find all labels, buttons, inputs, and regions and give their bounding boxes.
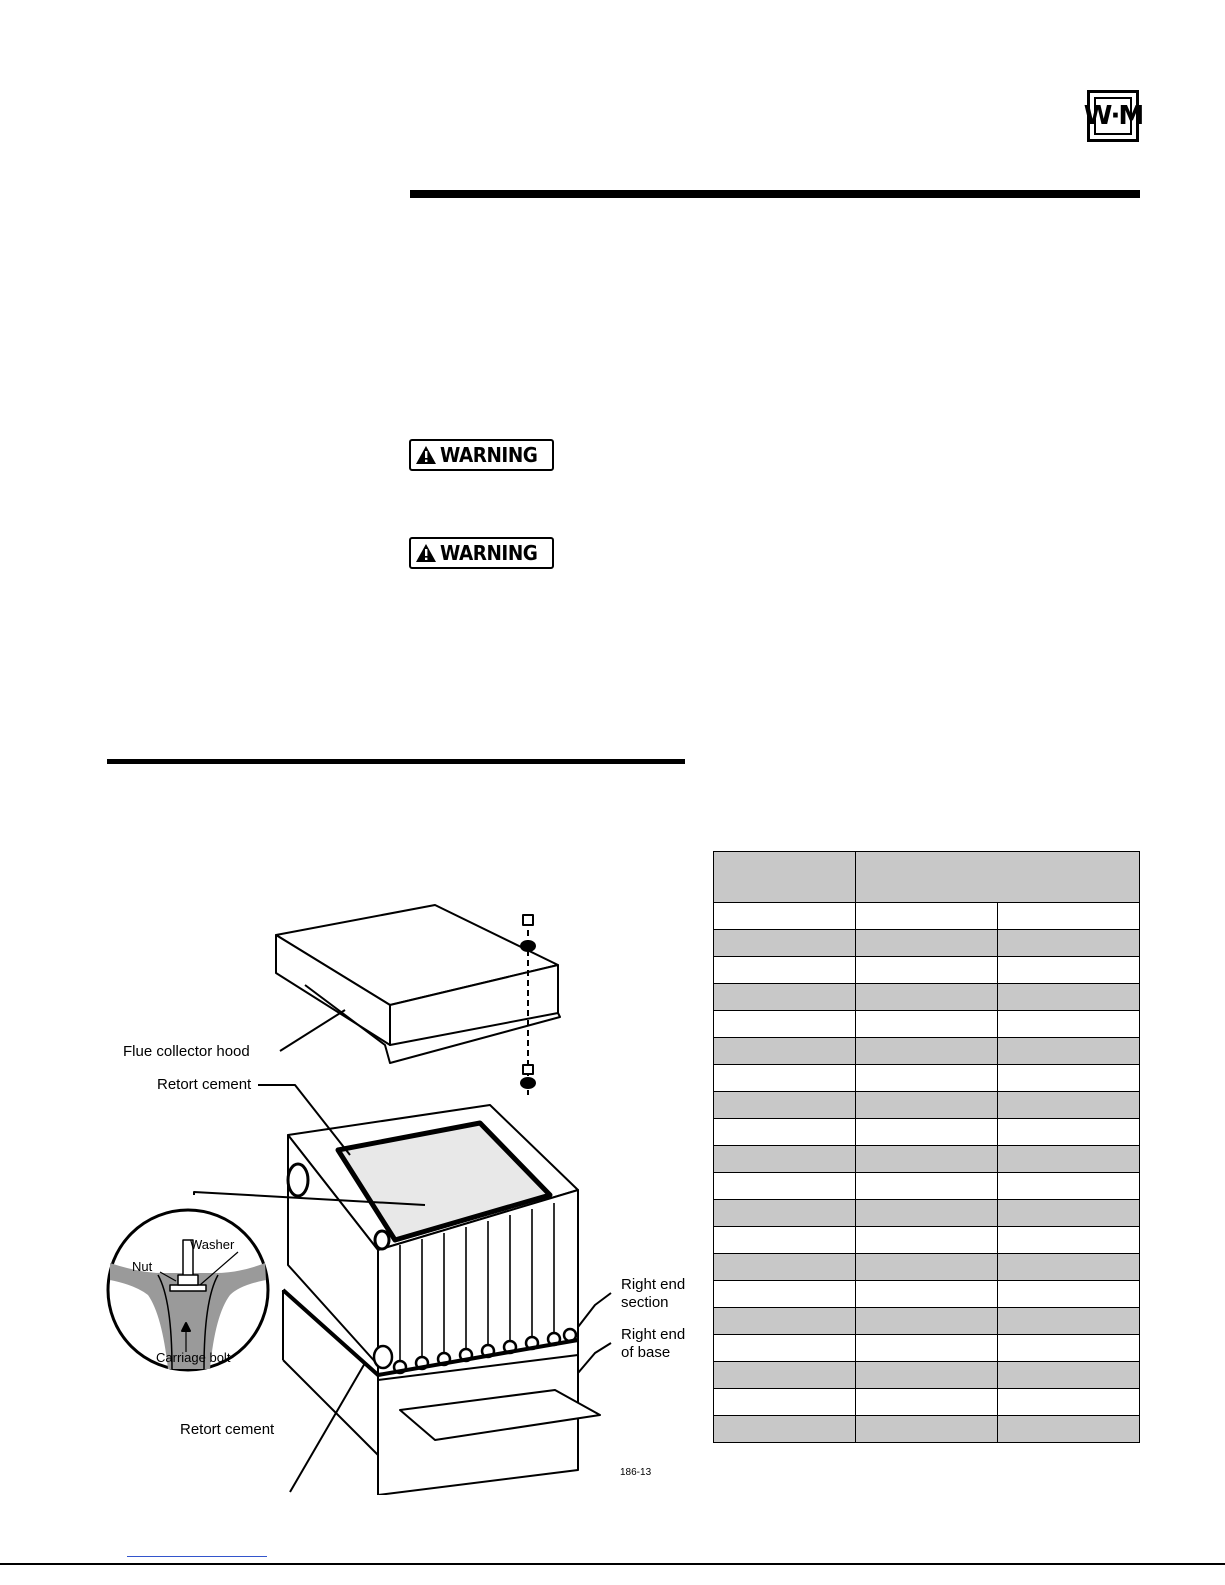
spec-table <box>713 851 1140 1443</box>
table-cell <box>856 903 998 930</box>
warning-label: WARNING <box>440 443 538 467</box>
table-cell <box>856 1362 998 1389</box>
table-cell <box>998 1119 1140 1146</box>
table-cell <box>714 1011 856 1038</box>
table-cell <box>998 1416 1140 1443</box>
table-row <box>714 1308 1140 1335</box>
table-cell <box>998 903 1140 930</box>
table-row <box>714 1416 1140 1443</box>
callout-flue-collector-hood: Flue collector hood <box>123 1043 250 1060</box>
table-cell <box>714 1416 856 1443</box>
table-cell <box>856 1092 998 1119</box>
table-cell <box>714 1119 856 1146</box>
table-row <box>714 1038 1140 1065</box>
table-cell <box>998 1200 1140 1227</box>
callout-nut: Nut <box>132 1259 153 1274</box>
table-cell <box>714 1254 856 1281</box>
table-cell <box>714 1173 856 1200</box>
table-cell <box>714 1065 856 1092</box>
warning-badge-1 <box>409 439 554 471</box>
table-row <box>714 1362 1140 1389</box>
table-cell <box>998 984 1140 1011</box>
table-cell <box>998 1389 1140 1416</box>
table-cell <box>998 1281 1140 1308</box>
table-cell <box>856 1389 998 1416</box>
table-row <box>714 1065 1140 1092</box>
wm-logo <box>1083 90 1143 142</box>
table-cell <box>998 1146 1140 1173</box>
callout-right-end-base-1: Right end <box>621 1326 686 1343</box>
table-header-cell <box>856 852 1140 903</box>
table-row <box>714 1335 1140 1362</box>
table-cell <box>856 930 998 957</box>
table-cell <box>714 984 856 1011</box>
table-row <box>714 957 1140 984</box>
table-header-cell <box>714 852 856 903</box>
callout-retort-cement-bottom: Retort cement <box>180 1421 275 1438</box>
table-cell <box>856 1416 998 1443</box>
table-cell <box>856 1308 998 1335</box>
callout-washer: Washer <box>190 1237 235 1252</box>
table-cell <box>998 957 1140 984</box>
callout-retort-cement-top: Retort cement <box>157 1076 252 1093</box>
table-cell <box>998 1227 1140 1254</box>
table-row <box>714 1254 1140 1281</box>
table-cell <box>714 1362 856 1389</box>
table-cell <box>714 1389 856 1416</box>
callout-right-end-section-1: Right end <box>621 1276 686 1293</box>
table-cell <box>856 957 998 984</box>
table-row <box>714 903 1140 930</box>
table-cell <box>856 1038 998 1065</box>
header-rule <box>410 190 1140 198</box>
table-row <box>714 1227 1140 1254</box>
footer-link-underline[interactable] <box>127 1556 267 1557</box>
table-cell <box>714 957 856 984</box>
table-cell <box>998 1335 1140 1362</box>
table-row <box>714 1011 1140 1038</box>
table-row <box>714 1146 1140 1173</box>
table-row <box>714 1200 1140 1227</box>
table-cell <box>998 1173 1140 1200</box>
table-cell <box>998 1254 1140 1281</box>
table-row <box>714 1173 1140 1200</box>
table-cell <box>856 1011 998 1038</box>
footer-rule <box>0 1563 1225 1565</box>
table-cell <box>856 1173 998 1200</box>
table-cell <box>856 1119 998 1146</box>
table-header-row <box>714 852 1140 903</box>
logo-mark: W·M <box>1094 97 1132 135</box>
table-row <box>714 930 1140 957</box>
table-cell <box>856 1146 998 1173</box>
table-cell <box>998 1038 1140 1065</box>
table-cell <box>714 903 856 930</box>
table-row <box>714 1281 1140 1308</box>
table-cell <box>998 1011 1140 1038</box>
table-cell <box>998 1065 1140 1092</box>
table-row <box>714 1389 1140 1416</box>
warning-triangle-icon <box>415 543 437 563</box>
table-cell <box>856 1335 998 1362</box>
table-cell <box>856 1227 998 1254</box>
table-row <box>714 1119 1140 1146</box>
table-cell <box>714 1281 856 1308</box>
callout-carriage-bolt: Carriage bolt <box>156 1350 231 1365</box>
table-cell <box>714 1308 856 1335</box>
table-cell <box>714 1146 856 1173</box>
warning-triangle-icon <box>415 445 437 465</box>
callout-right-end-base-2: of base <box>621 1344 671 1361</box>
table-cell <box>856 1281 998 1308</box>
boiler-assembly-illustration <box>100 895 700 1495</box>
table-row <box>714 984 1140 1011</box>
table-cell <box>714 930 856 957</box>
table-cell <box>856 1065 998 1092</box>
table-cell <box>998 930 1140 957</box>
warning-label: WARNING <box>440 541 538 565</box>
table-cell <box>714 1335 856 1362</box>
table-cell <box>714 1038 856 1065</box>
table-cell <box>856 984 998 1011</box>
warning-badge-2 <box>409 537 554 569</box>
table-cell <box>856 1200 998 1227</box>
figure-number: 186-13 <box>620 1467 652 1478</box>
table-cell <box>714 1092 856 1119</box>
table-row <box>714 1092 1140 1119</box>
table-cell <box>856 1254 998 1281</box>
table-cell <box>998 1308 1140 1335</box>
table-cell <box>714 1200 856 1227</box>
table-cell <box>998 1362 1140 1389</box>
table-cell <box>998 1092 1140 1119</box>
section-rule <box>107 759 685 764</box>
table-cell <box>714 1227 856 1254</box>
callout-right-end-section-2: section <box>621 1294 669 1311</box>
